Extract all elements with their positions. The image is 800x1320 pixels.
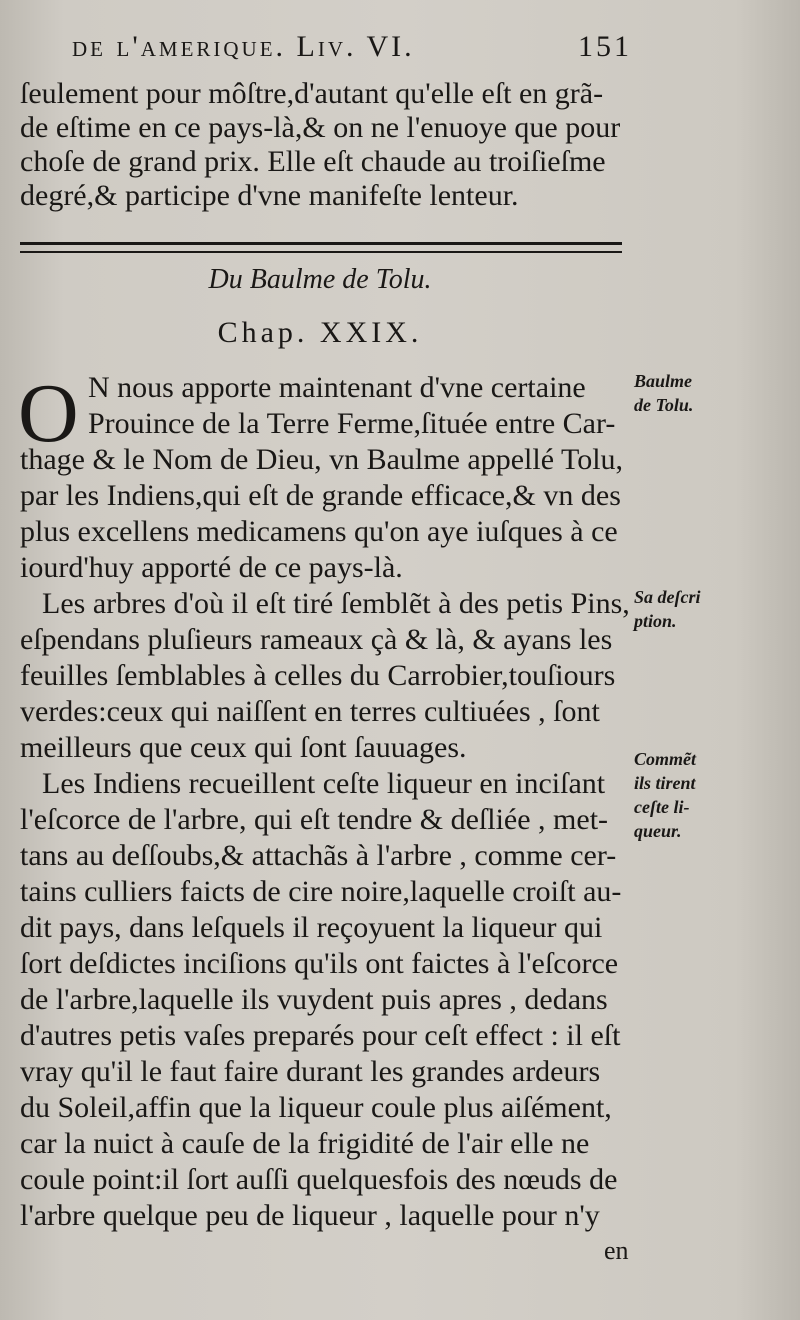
text-line: coule point:il ſort auſſi quelquesfois des nœuds de [20, 1163, 618, 1196]
text-line: plus excellens medicamens qu'on aye iuſques à ce [20, 515, 618, 548]
text-line: Prouince de la Terre Ferme,ſituée entre Car- [88, 407, 616, 440]
text-line: car la nuict à cauſe de la frigidité de l'air elle ne [20, 1127, 590, 1160]
text-line: degré,& participe d'vne manifeſte lenteur. [20, 179, 519, 212]
text-line: eſpendans pluſieurs rameaux çà & là, & ayans les [20, 623, 613, 656]
margin-note: ceſte li- [634, 797, 690, 817]
text-line: Les arbres d'où il eſt tiré ſemblẽt à des petis Pins, [42, 587, 630, 620]
text-line: feuilles ſemblables à celles du Carrobier,touſiours [20, 659, 616, 692]
text-line: verdes:ceux qui naiſſent en terres cultiuées , ſont [20, 695, 600, 728]
section-divider [20, 242, 622, 253]
text-line: meilleurs que ceux qui ſont ſauuages. [20, 731, 467, 764]
margin-note: de Tolu. [634, 395, 694, 415]
text-line: du Soleil,affin que la liqueur coule plus aiſément, [20, 1091, 612, 1124]
text-line: dit pays, dans leſquels il reçoyuent la liqueur qui [20, 911, 603, 944]
margin-note: queur. [634, 821, 682, 841]
text-line: tains culliers faicts de cire noire,laquelle croiſt au- [20, 875, 622, 908]
text-line: iourd'huy apporté de ce pays-là. [20, 551, 403, 584]
catchword: en [604, 1236, 629, 1265]
drop-cap: O [18, 367, 79, 460]
text-line: par les Indiens,qui eſt de grande efficace,& vn des [20, 479, 621, 512]
text-line: l'arbre quelque peu de liqueur , laquelle pour n'y [20, 1199, 600, 1232]
running-header [72, 30, 632, 70]
text-line: ſort deſdictes inciſions qu'ils ont faictes à l'eſcorce [20, 947, 619, 980]
margin-note: Commẽt [634, 749, 696, 769]
text-line: thage & le Nom de Dieu, vn Baulme appellé Tolu, [20, 443, 624, 476]
text-line: choſe de grand prix. Elle eſt chaude au troiſieſme [20, 145, 606, 178]
text-line: de l'arbre,laquelle ils vuydent puis apres , dedans [20, 983, 608, 1016]
margin-note: ils tirent [634, 773, 696, 793]
text-line: ſeulement pour môſtre,d'autant qu'elle eſt en grã- [20, 77, 604, 110]
text-line: N nous apporte maintenant d'vne certaine [88, 371, 586, 404]
page-number: 151 [578, 30, 632, 63]
margin-note: Baulme [634, 371, 693, 391]
text-line: vray qu'il le faut faire durant les grandes ardeurs [20, 1055, 601, 1088]
text-line: tans au deſſoubs,& attachãs à l'arbre , comme cer- [20, 839, 617, 872]
margin-note: Sa deſcri [634, 587, 701, 607]
running-title: de l'amerique. Liv. VI. [72, 30, 415, 63]
text-line: l'eſcorce de l'arbre, qui eſt tendre & deſliée , met- [20, 803, 609, 836]
chapter-subtitle: Du Baulme de Tolu. [208, 264, 432, 295]
text-line: Les Indiens recueillent ceſte liqueur en inciſant [42, 767, 606, 800]
margin-note: ption. [634, 611, 677, 631]
chapter-heading: Chap. XXIX. [217, 316, 423, 349]
text-line: de eſtime en ce pays-là,& on ne l'enuoye que pour [20, 111, 621, 144]
text-line: d'autres petis vaſes preparés pour ceſt effect : il eſt [20, 1019, 621, 1052]
